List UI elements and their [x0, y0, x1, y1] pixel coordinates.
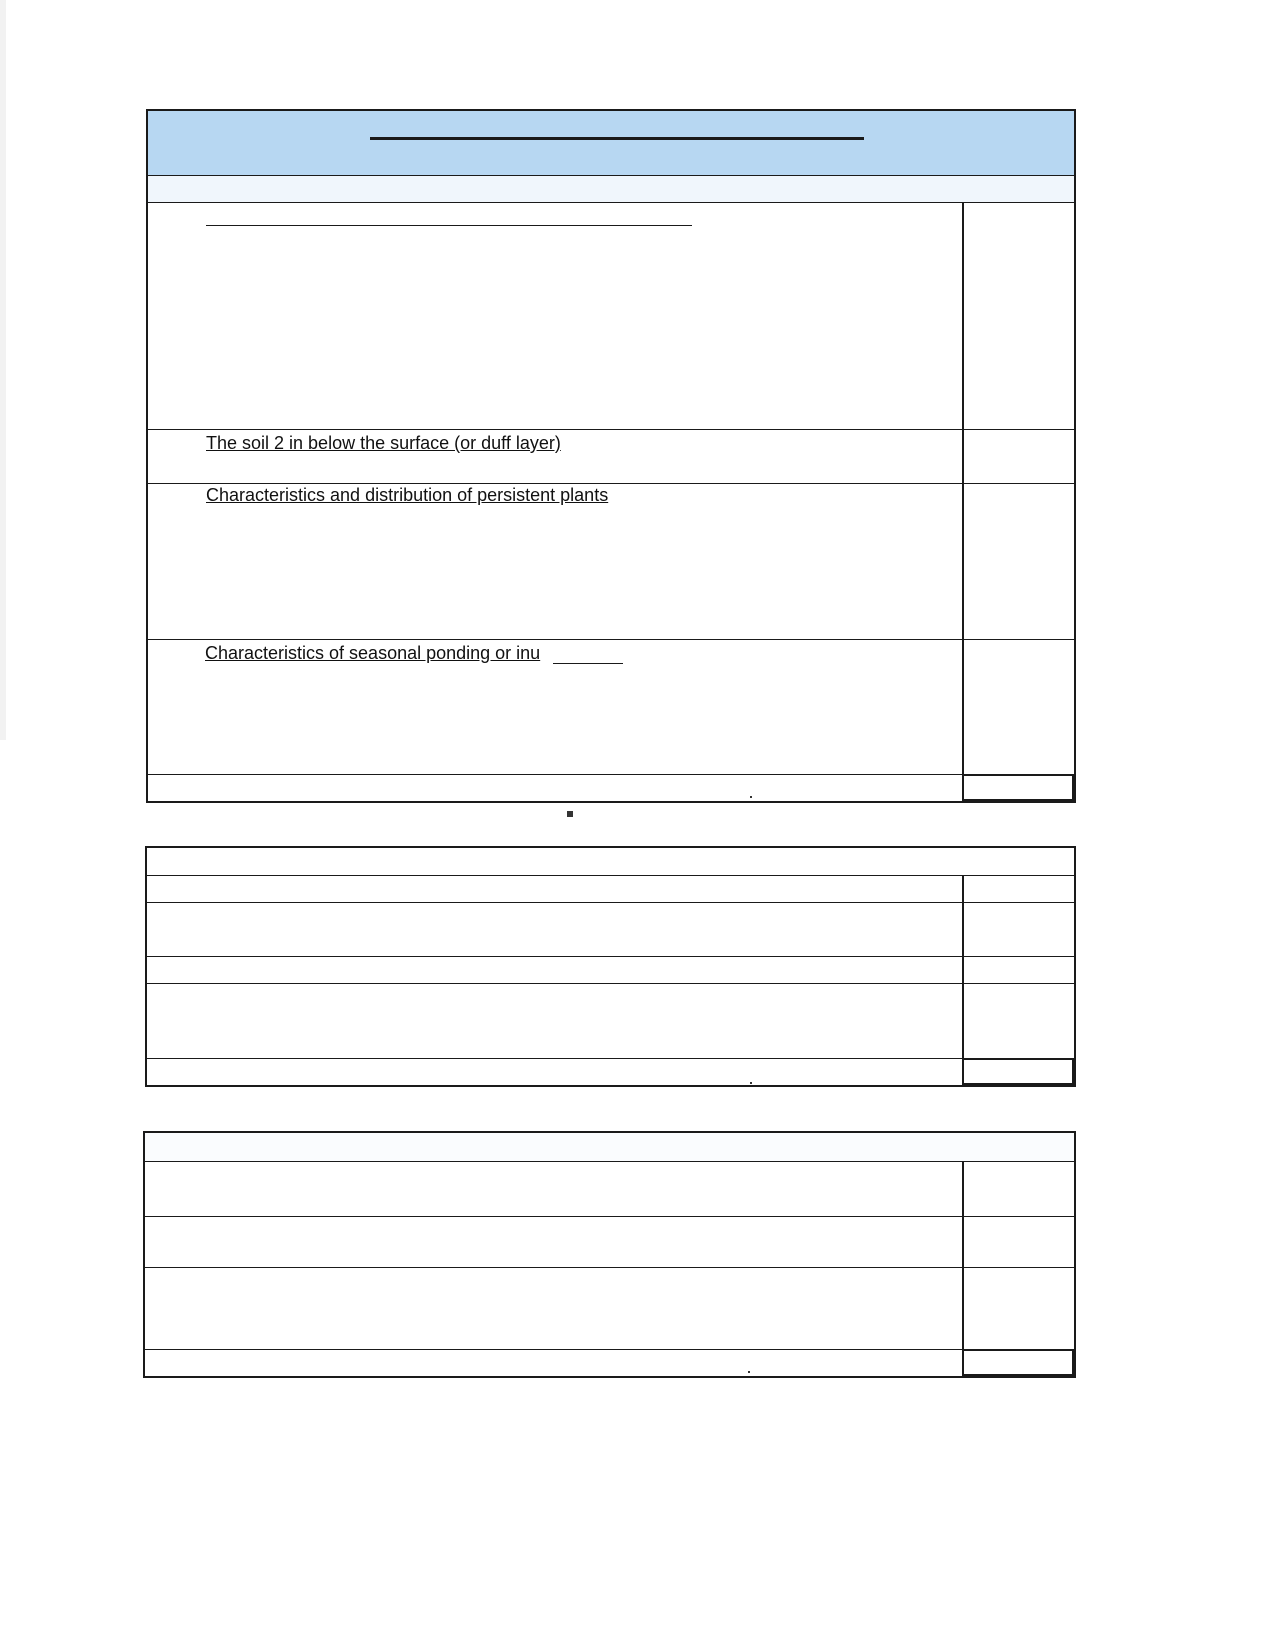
table-3-divider	[145, 1216, 1074, 1217]
table-2-divider	[147, 902, 1074, 903]
table-1-divider	[148, 429, 1074, 430]
table-1-divider	[148, 774, 1074, 775]
table-2-divider	[147, 875, 1074, 876]
scan-speck	[748, 1371, 750, 1373]
table-1-subheader-band	[148, 176, 1074, 202]
table-1-divider	[148, 483, 1074, 484]
soil-surface-label: The soil 2 in below the surface (or duff layer)	[206, 433, 561, 453]
table-1-divider	[148, 639, 1074, 640]
table-2-divider	[147, 956, 1074, 957]
table-2-divider	[147, 983, 1074, 984]
table-2-total-score-box[interactable]	[962, 1058, 1074, 1085]
persistent-plants-label: Characteristics and distribution of persistent plants	[206, 485, 609, 505]
table-3-header-band	[145, 1133, 1074, 1161]
table-2-divider	[147, 1058, 1074, 1059]
scan-speck	[750, 1082, 752, 1084]
table-1-title-rule	[370, 137, 864, 140]
table-1-title-band	[148, 111, 1074, 175]
table-3-divider	[145, 1267, 1074, 1268]
table-3-divider	[145, 1161, 1074, 1162]
assessment-table-2	[145, 846, 1076, 1087]
table-3-total-score-box[interactable]	[962, 1349, 1074, 1376]
scan-speck	[750, 796, 752, 798]
assessment-table-1	[146, 109, 1076, 803]
table-3-divider	[145, 1349, 1074, 1350]
scan-speck	[567, 811, 573, 817]
assessment-table-3	[143, 1131, 1076, 1378]
table-2-score-column-divider	[962, 876, 964, 1087]
seasonal-ponding-underline-extension	[553, 663, 623, 664]
table-1-divider	[148, 202, 1074, 203]
page-edge-shadow	[0, 0, 6, 740]
table-1-score-column-divider	[962, 203, 964, 803]
table-1-total-score-box[interactable]	[962, 774, 1074, 801]
row-1-label-underline	[206, 225, 692, 226]
table-3-score-column-divider	[962, 1162, 964, 1378]
seasonal-ponding-label: Characteristics of seasonal ponding or inu	[205, 643, 541, 663]
